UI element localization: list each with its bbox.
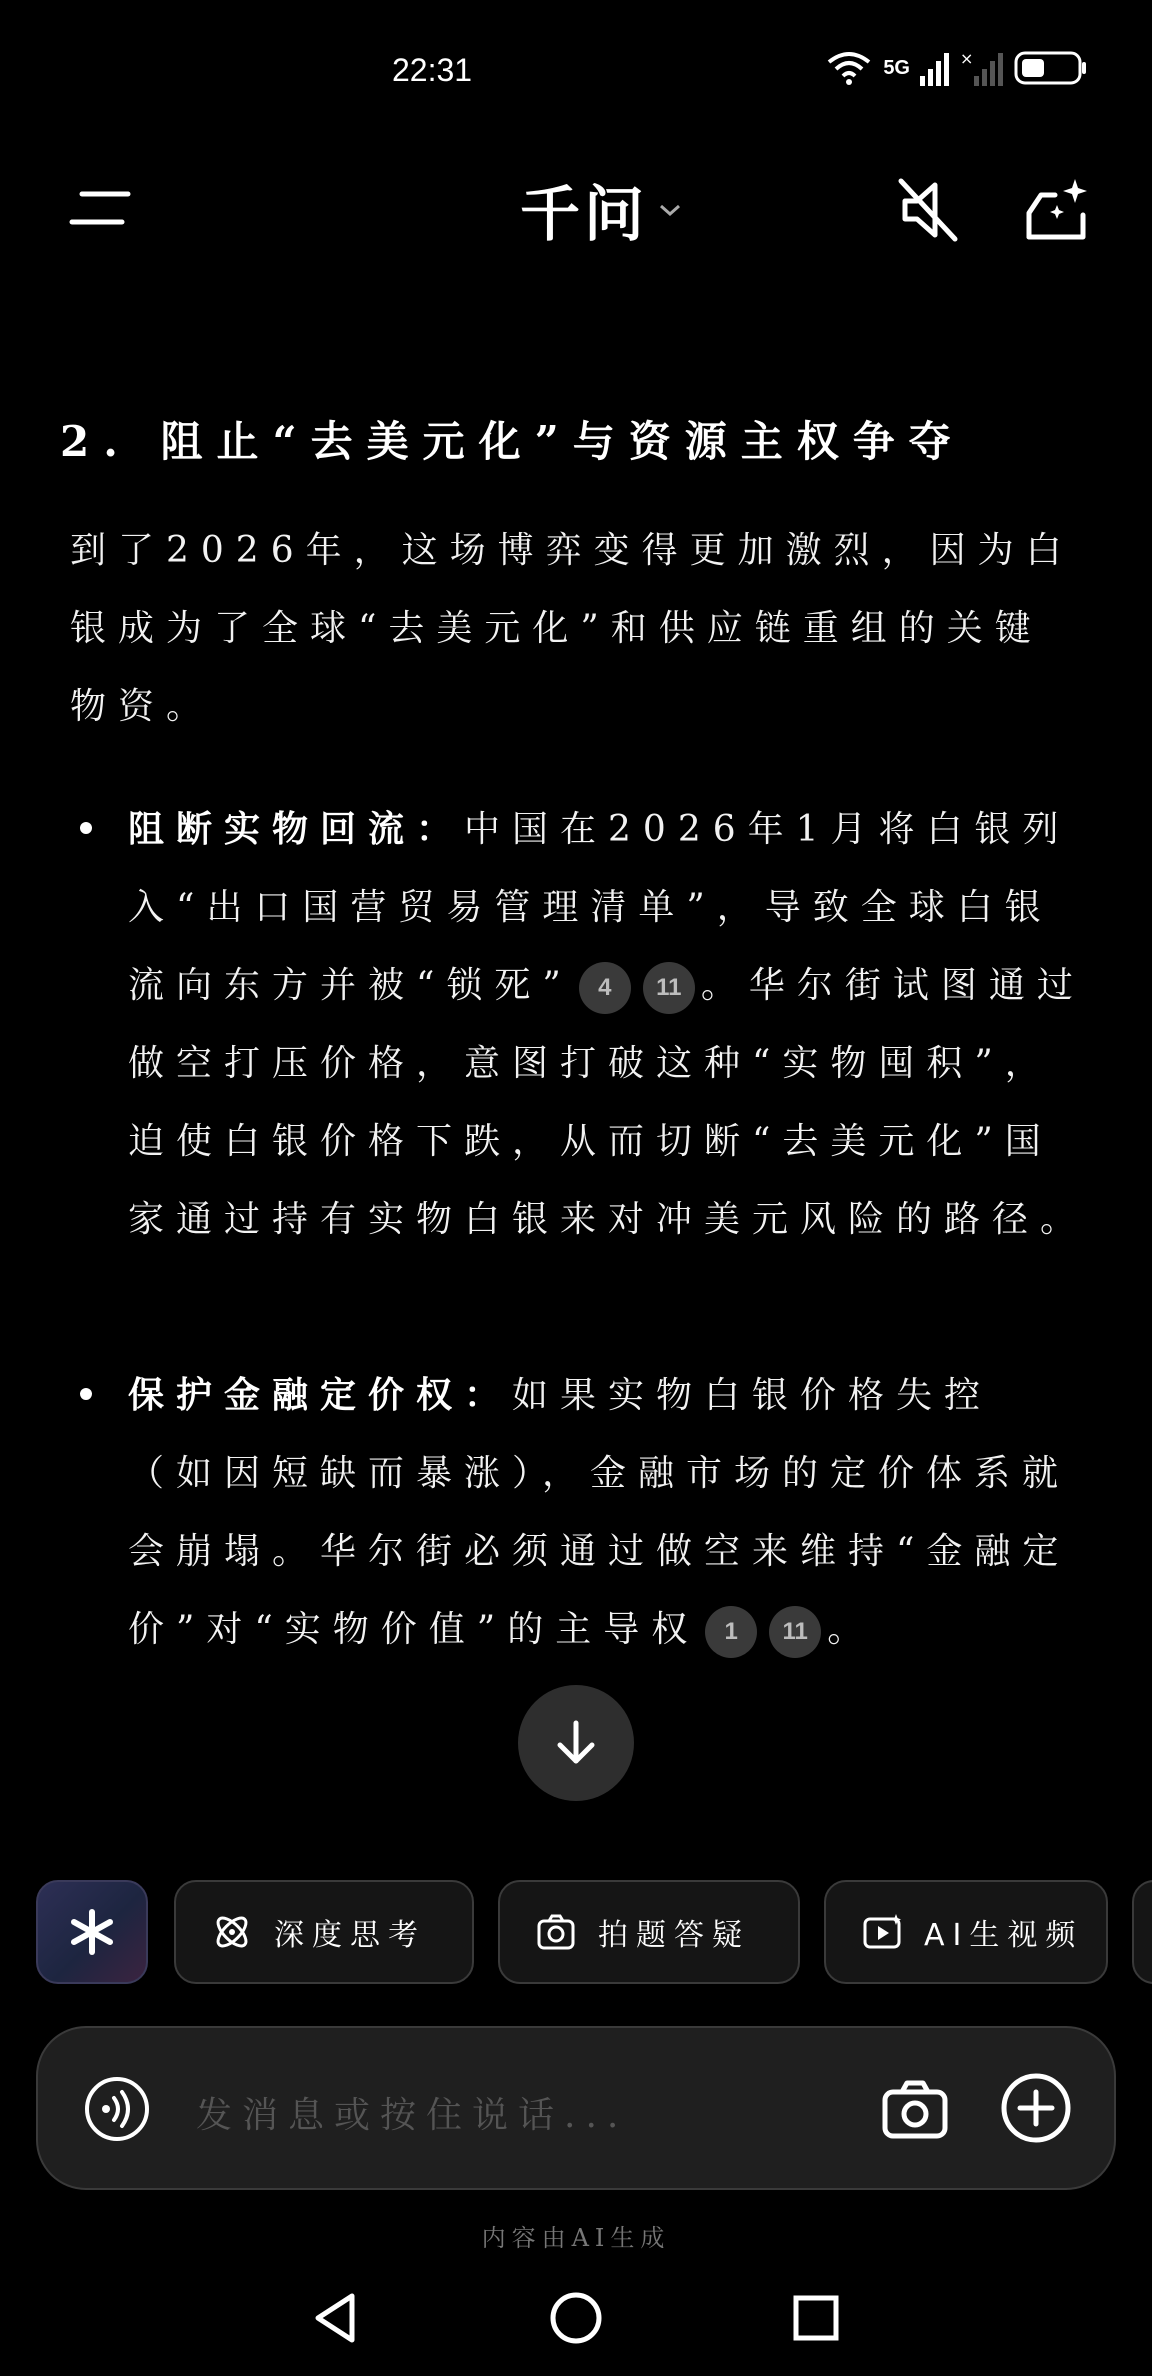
nav-back-button[interactable] [296, 2278, 376, 2358]
video-sparkle-icon [862, 1912, 902, 1952]
camera-scan-icon [536, 1912, 576, 1952]
wifi-icon [825, 50, 873, 86]
chip-label: AI生视频 [924, 1918, 1084, 1953]
bullet-dot [80, 822, 92, 834]
status-icons [825, 46, 1088, 90]
citation-badge[interactable]: 1 [705, 1606, 757, 1658]
recents-icon [788, 2290, 844, 2346]
camera-button[interactable] [880, 2074, 950, 2144]
bullet-text: 中国在2026年1月将白银列入“出口国营贸易管理清单”，导致全球白银流向东方并被“锁死” [128, 809, 1071, 1006]
cellular-signal-icon [920, 50, 950, 86]
bullet-item-1 [128, 790, 1088, 1259]
mute-icon [897, 177, 959, 243]
voice-wave-icon [84, 2076, 150, 2142]
citation-badge[interactable]: 11 [769, 1606, 821, 1658]
menu-icon [68, 188, 132, 228]
bullet-text: 。华尔街试图通过做空打压价格，意图打破这种“实物囤积”，迫使白银价格下跌，从而切断“去美元化”国家通过持有实物白银来对冲美元风险的路径。 [128, 965, 1089, 1240]
battery-icon [1014, 50, 1088, 86]
chip-label: 拍题答疑 [598, 1918, 750, 1953]
bullet-title: 保护金融定价权： [128, 1374, 513, 1416]
citation-badge[interactable]: 4 [579, 962, 631, 1014]
plus-circle-icon [1000, 2072, 1072, 2144]
ai-video-chip[interactable] [824, 1880, 1108, 1984]
chevron-down-icon [658, 202, 682, 218]
back-icon [308, 2290, 364, 2346]
svg-text:×: × [960, 50, 974, 68]
model-switcher[interactable] [520, 170, 682, 250]
ai-tools-button[interactable] [36, 1880, 148, 1984]
arrow-down-icon [554, 1719, 598, 1767]
intro-paragraph: 到了2026年，这场博弈变得更加激烈，因为白银成为了全球“去美元化”和供应链重组的关键物资。 [70, 530, 1074, 727]
atom-icon [212, 1912, 252, 1952]
ai-disclaimer: 内容由AI生成 [481, 2224, 671, 2252]
scroll-to-bottom-button[interactable] [518, 1685, 634, 1801]
chip-label: 深度思考 [274, 1918, 426, 1953]
message-input-bar [36, 2026, 1116, 2190]
camera-icon [880, 2074, 950, 2144]
bullet-dot [80, 1388, 92, 1400]
more-chip-partial[interactable] [1132, 1880, 1152, 1984]
quick-action-row[interactable] [0, 1880, 1152, 1988]
section-heading: 2. 阻止“去美元化”与资源主权争夺 [60, 417, 965, 466]
message-input[interactable] [194, 2084, 758, 2146]
chat-content[interactable] [0, 370, 1152, 1840]
no-signal-icon [960, 50, 1004, 86]
new-chat-button[interactable] [1016, 170, 1096, 250]
mute-button[interactable] [892, 170, 964, 250]
nav-home-button[interactable] [536, 2278, 616, 2358]
app-title: 千问 [520, 180, 648, 250]
deep-thinking-chip[interactable] [174, 1880, 474, 1984]
new-chat-icon [1021, 175, 1091, 245]
attach-button[interactable] [1000, 2072, 1072, 2144]
menu-button[interactable] [60, 178, 140, 238]
bullet-item-2 [128, 1356, 1088, 1669]
voice-input-button[interactable] [84, 2076, 150, 2142]
bullet-title: 阻断实物回流： [128, 808, 465, 850]
sparkle-star-icon [68, 1908, 116, 1956]
bullet-text: 。 [827, 1609, 876, 1650]
status-time: 22:31 [392, 52, 473, 88]
home-icon [548, 2290, 604, 2346]
bullet-text: 如果实物白银价格失控（如因短缺而暴涨），金融市场的定价体系就会崩塌。华尔街必须通过做空来维持“金融定价”对“实物价值”的主导权 [128, 1375, 1071, 1650]
citation-badge[interactable]: 11 [643, 962, 695, 1014]
photo-solve-chip[interactable] [498, 1880, 800, 1984]
nav-recents-button[interactable] [776, 2278, 856, 2358]
network-type-label: 5G [883, 56, 910, 79]
